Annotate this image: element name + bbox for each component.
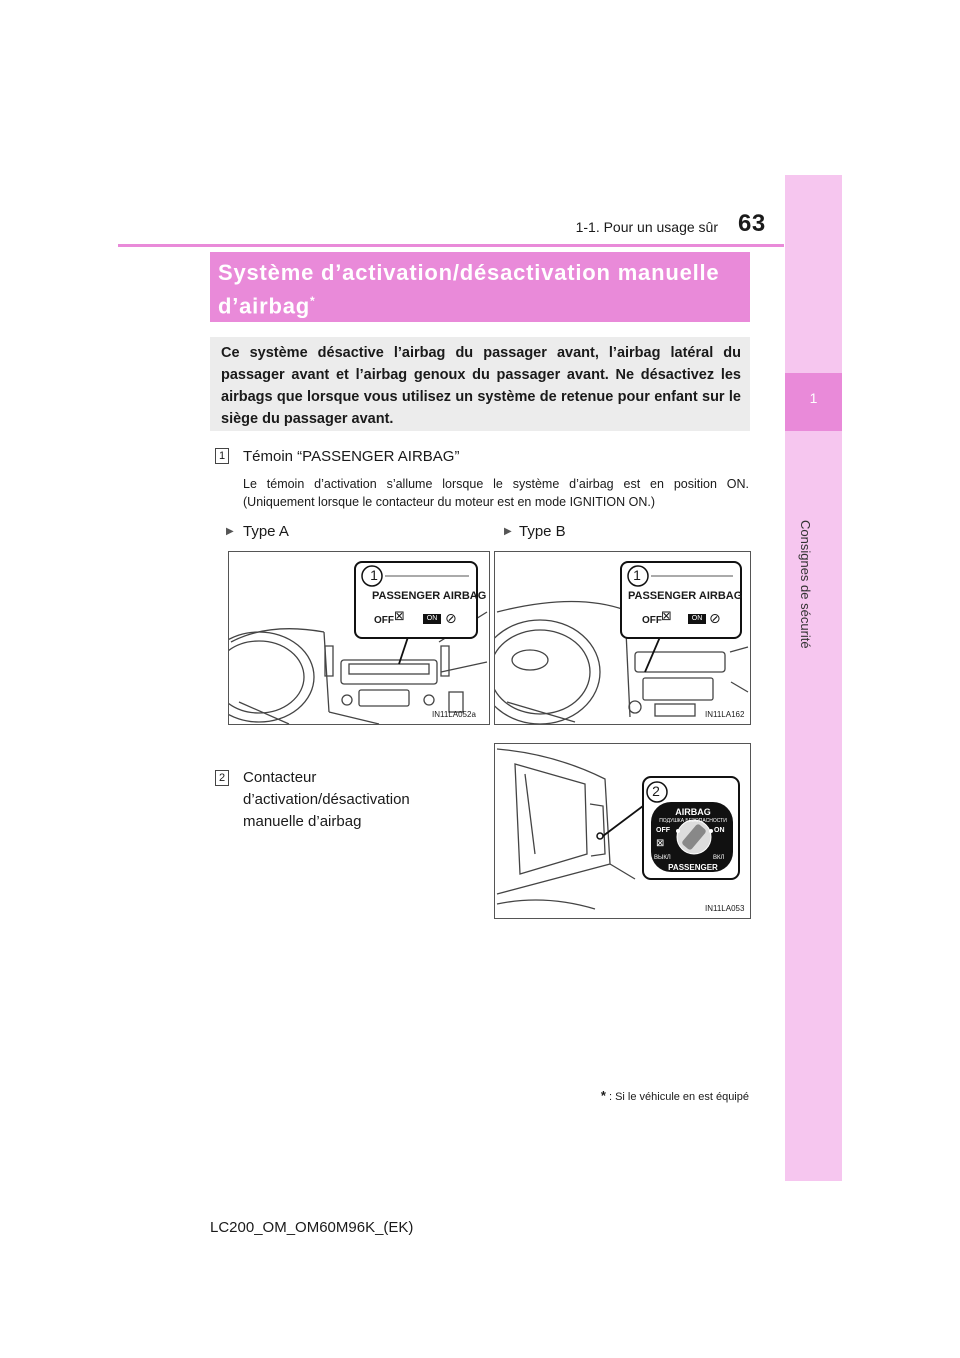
item-2-title: Contacteur d’activation/désactivation manuelle d’airbag xyxy=(243,769,410,830)
type-a-indicator-title: PASSENGER AIRBAG xyxy=(372,590,487,602)
arrow-right-icon: ▶ xyxy=(504,526,512,537)
switch-top-label-ru: ПОДУШКА БЕЗОПАСНОСТИ xyxy=(659,818,727,824)
chapter-title: Consignes de sécurité xyxy=(798,520,813,649)
footer-code: LC200_OM_OM60M96K_(EK) xyxy=(210,1219,414,1236)
type-b-code: IN11LA162 xyxy=(705,710,745,719)
section-reference: 1-1. Pour un usage sûr xyxy=(575,219,718,235)
switch-bottom-label-ru: ПАССАЖИРА xyxy=(677,873,709,879)
arrow-right-icon: ▶ xyxy=(226,526,234,537)
type-b-illustration xyxy=(494,551,751,725)
chapter-number: 1 xyxy=(809,390,818,406)
switch-callout: 2 xyxy=(652,783,660,799)
switch-on-label: ON xyxy=(714,827,725,834)
type-a-code: IN11LA052a xyxy=(432,710,476,719)
type-a-callout: 1 xyxy=(370,567,378,583)
type-b-on-label: ON xyxy=(688,614,706,624)
switch-off-label: OFF xyxy=(656,827,670,834)
type-b-callout: 1 xyxy=(633,567,641,583)
type-b-label: Type B xyxy=(519,523,566,540)
type-a-label: Type A xyxy=(243,523,289,540)
type-a-on-label: ON xyxy=(423,614,441,624)
page-number: 63 xyxy=(738,210,766,237)
type-b-off-label: OFF xyxy=(642,615,662,626)
footnote-asterisk: * xyxy=(600,1088,606,1103)
airbag-on-icon: ⊘ xyxy=(709,610,721,626)
switch-bottom-label: PASSENGER xyxy=(668,863,718,872)
footnote-text: : Si le véhicule en est équipé xyxy=(608,1091,749,1103)
airbag-off-icon: ⊠ xyxy=(656,838,665,849)
type-a-off-label: OFF xyxy=(374,615,394,626)
item-1-description: Le témoin d’activation s’allume lorsque le système d’airbag est en position ON. (Uniquement lorsque le contacteur du moteur est en mode IGNITION ON.) xyxy=(243,477,749,509)
airbag-off-icon: ⊠ xyxy=(394,608,405,623)
page-title-text: Système d’activation/désactivation manuelle d’airbag xyxy=(218,260,720,319)
switch-off-label-ru: ВЫКЛ xyxy=(654,855,671,861)
switch-code: IN11LA053 xyxy=(705,904,745,913)
type-b-indicator-title: PASSENGER AIRBAG xyxy=(628,590,743,602)
title-asterisk: * xyxy=(309,294,316,308)
airbag-off-icon: ⊠ xyxy=(661,608,672,623)
switch-illustration xyxy=(494,743,751,919)
header-divider xyxy=(118,244,784,247)
item-1-title: Témoin “PASSENGER AIRBAG” xyxy=(243,448,460,465)
intro-text: Ce système désactive l’airbag du passager avant, l’airbag latéral du passager avant et l’airbag genoux du passager avant. Ne désactivez les airbags que lorsque vous utilisez un système de retenue pour enfant sur le siège du passager avant. xyxy=(221,345,741,427)
switch-top-label: AIRBAG xyxy=(675,807,711,817)
item-number-2: 2 xyxy=(215,770,229,786)
switch-on-label-ru: ВКЛ xyxy=(713,855,725,861)
page-title xyxy=(218,258,743,320)
type-a-illustration xyxy=(228,551,490,725)
item-number-1: 1 xyxy=(215,448,229,464)
footnote xyxy=(520,1088,749,1103)
airbag-on-icon: ⊘ xyxy=(445,610,457,626)
chapter-side-tab xyxy=(785,175,842,1181)
